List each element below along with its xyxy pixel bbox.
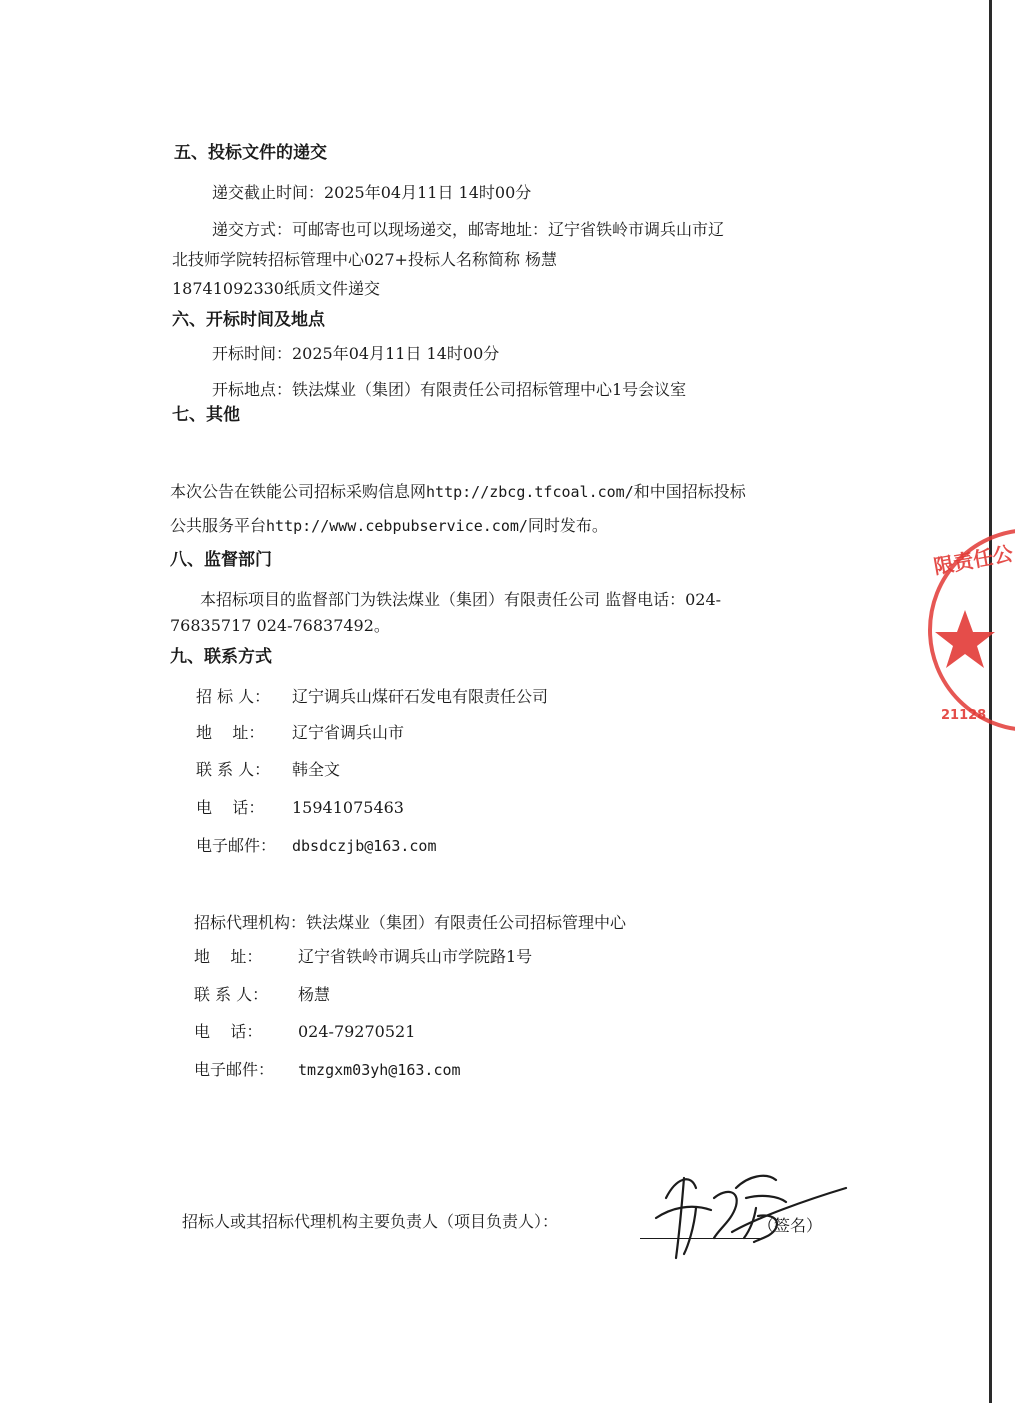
agency-email-label: 电子邮件： xyxy=(194,1060,275,1079)
signature-label: 招标人或其招标代理机构主要负责人（项目负责人）： xyxy=(182,1212,559,1231)
section-7-heading: 七、其他 xyxy=(172,405,240,425)
tenderer-contact-label: 联 系 人： xyxy=(196,760,271,779)
section-5-heading: 五、投标文件的递交 xyxy=(174,143,327,163)
publication-text-b: 和中国招标投标 xyxy=(633,482,746,501)
agency-address: 辽宁省铁岭市调兵山市学院路1号 xyxy=(298,947,533,966)
seal-number: 21128 xyxy=(941,708,987,723)
signature-suffix: （签名） xyxy=(758,1216,823,1235)
tfcoal-link[interactable]: http://zbcg.tfcoal.com/ xyxy=(426,483,634,501)
agency-name-row xyxy=(194,913,626,933)
submission-method-line-2: 北技师学院转招标管理中心027+投标人名称简称 杨慧 xyxy=(172,250,558,269)
publication-line-1 xyxy=(170,482,746,502)
agency-contact-row xyxy=(194,985,330,1005)
tenderer-contact: 韩全文 xyxy=(292,760,341,779)
agency-phone-row xyxy=(194,1022,415,1042)
tenderer-email-row xyxy=(196,836,437,856)
section-6-heading: 六、开标时间及地点 xyxy=(172,310,325,330)
tenderer-name: 辽宁调兵山煤矸石发电有限责任公司 xyxy=(292,687,549,706)
agency-address-label: 地 址： xyxy=(194,947,263,966)
tenderer-phone: 15941075463 xyxy=(292,798,404,817)
submission-method-line-3: 18741092330纸质文件递交 xyxy=(172,279,380,298)
publication-line-2 xyxy=(170,516,608,536)
tenderer-email-label: 电子邮件： xyxy=(196,836,277,855)
supervision-line-2: 76835717 024-76837492。 xyxy=(170,616,390,635)
agency-contact-label: 联 系 人： xyxy=(194,985,269,1004)
agency-phone: 024-79270521 xyxy=(298,1022,416,1041)
agency-contact: 杨慧 xyxy=(298,985,331,1004)
tenderer-address-row xyxy=(196,723,404,743)
opening-time: 开标时间：2025年04月11日 14时00分 xyxy=(212,344,500,363)
seal-text: 限责任公 xyxy=(931,541,1015,579)
tenderer-address: 辽宁省调兵山市 xyxy=(292,723,405,742)
tenderer-name-row xyxy=(196,687,548,707)
publication-text-d: 同时发布。 xyxy=(527,516,608,535)
tenderer-email[interactable]: dbsdczjb@163.com xyxy=(292,837,437,855)
handwritten-signature xyxy=(636,1158,856,1268)
tenderer-phone-row xyxy=(196,798,404,818)
supervision-line-1: 本招标项目的监督部门为铁法煤业（集团）有限责任公司 监督电话：024- xyxy=(200,590,722,609)
cebpubservice-link[interactable]: http://www.cebpubservice.com/ xyxy=(266,517,528,535)
tenderer-contact-row xyxy=(196,760,340,780)
agency-name: 铁法煤业（集团）有限责任公司招标管理中心 xyxy=(306,913,627,932)
tenderer-address-label: 地 址： xyxy=(196,723,265,742)
agency-address-row xyxy=(194,947,532,967)
agency-name-label: 招标代理机构： xyxy=(194,913,307,932)
tenderer-phone-label: 电 话： xyxy=(196,798,265,817)
submission-method-line-1: 递交方式：可邮寄也可以现场递交，邮寄地址：辽宁省铁岭市调兵山市辽 xyxy=(212,220,725,239)
publication-text-a: 本次公告在铁能公司招标采购信息网 xyxy=(170,482,427,501)
agency-email-row xyxy=(194,1060,461,1080)
publication-text-c: 公共服务平台 xyxy=(170,516,267,535)
tenderer-name-label: 招 标 人： xyxy=(196,687,271,706)
agency-email[interactable]: tmzgxm03yh@163.com xyxy=(298,1061,461,1079)
section-9-heading: 九、联系方式 xyxy=(170,647,272,667)
section-8-heading: 八、监督部门 xyxy=(170,550,272,570)
company-seal xyxy=(925,520,1015,740)
opening-place: 开标地点：铁法煤业（集团）有限责任公司招标管理中心1号会议室 xyxy=(212,380,687,399)
submission-deadline: 递交截止时间：2025年04月11日 14时00分 xyxy=(212,183,532,202)
agency-phone-label: 电 话： xyxy=(194,1022,263,1041)
